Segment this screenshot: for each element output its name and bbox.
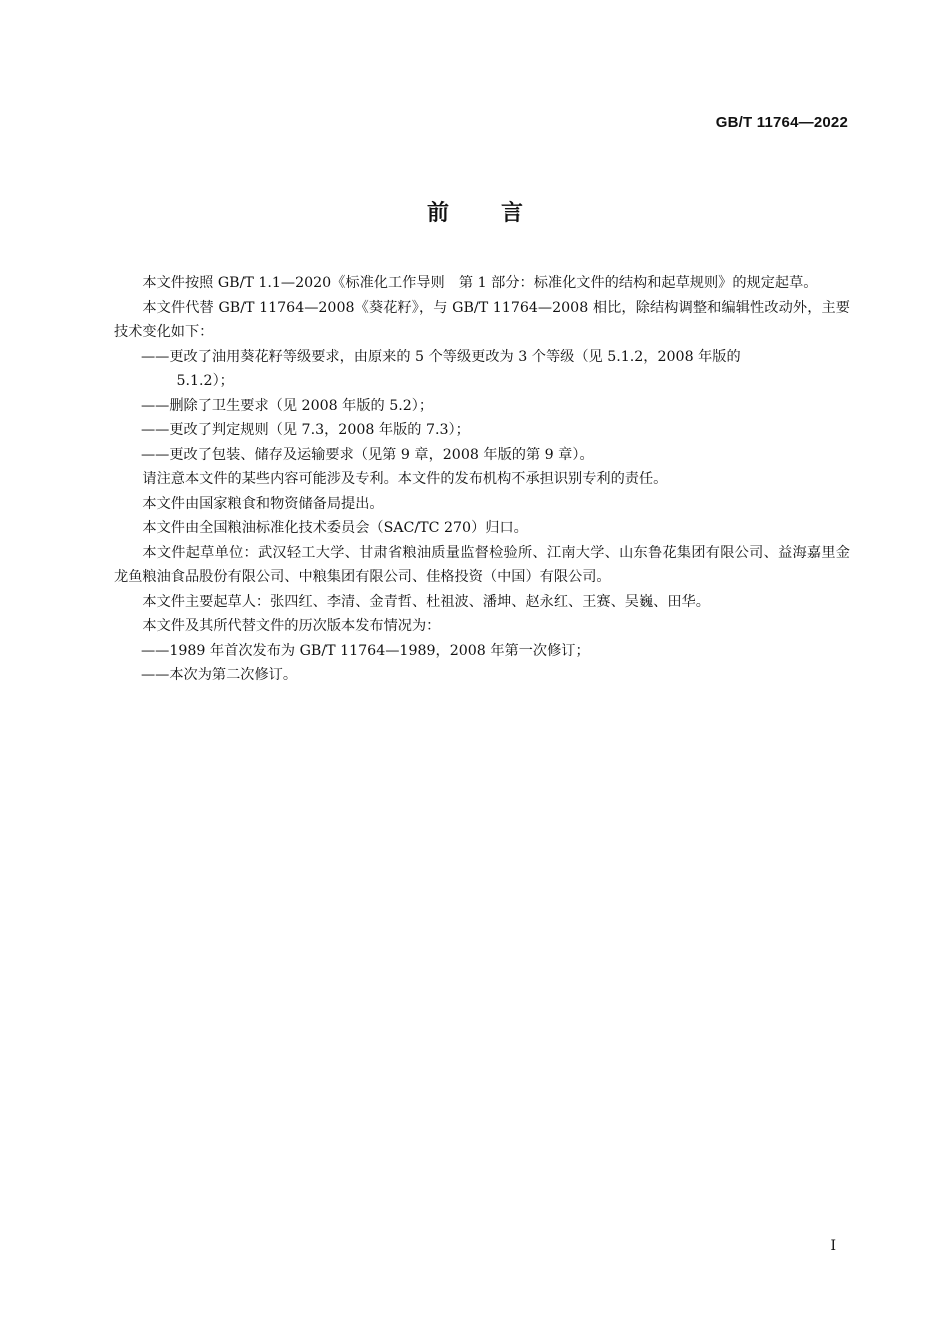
change-item-hygiene: ——删除了卫生要求（见 2008 年版的 5.2）；	[140, 397, 434, 414]
history-item-second: ——本次为第二次修订。	[140, 667, 298, 683]
change-item-grades-line1: ——更改了油用葵花籽等级要求，由原来的 5 个等级更改为 3 个等级（见 5.1.2，2008 年版的	[140, 348, 741, 365]
paragraph-patent-notice: 请注意本文件的某些内容可能涉及专利。本文件的发布机构不承担识别专利的责任。	[142, 471, 668, 487]
paragraph-replaces: 本文件代替 GB/T 11764—2008《葵花籽》，与 GB/T 11764—2008 相比，除结构调整和编辑性改动外，主要技术变化如下：	[114, 299, 850, 340]
page-number: I	[830, 1238, 836, 1254]
change-item-grades-line2: 5.1.2）；	[176, 373, 234, 389]
change-item-grades	[114, 345, 850, 370]
paragraph-proposed-by: 本文件由国家粮食和物资储备局提出。	[142, 495, 384, 512]
paragraph-centralized-by: 本文件由全国粮油标准化技术委员会（SAC/TC 270）归口。	[142, 520, 528, 536]
foreword-body	[114, 271, 850, 688]
title-char-1: 前	[426, 201, 449, 226]
history-item-first: ——1989 年首次发布为 GB/T 11764—1989，2008 年第一次修订；	[140, 642, 590, 659]
standard-code: GB/T 11764—2022	[715, 114, 848, 131]
title-char-2: 言	[501, 201, 524, 226]
paragraph-history-intro: 本文件及其所代替文件的历次版本发布情况为：	[142, 618, 441, 634]
change-item-rules: ——更改了判定规则（见 7.3，2008 年版的 7.3）；	[140, 422, 470, 438]
paragraph-drafting-units: 本文件起草单位：武汉轻工大学、甘肃省粮油质量监督检验所、江南大学、山东鲁花集团有限公司、益海嘉里金龙鱼粮油食品股份有限公司、中粮集团有限公司、佳格投资（中国）有限公司。	[114, 544, 850, 585]
page-title	[0, 196, 950, 227]
paragraph-drafting-rules: 本文件按照 GB/T 1.1—2020《标准化工作导则 第 1 部分：标准化文件的结构和起草规则》的规定起草。	[142, 275, 818, 291]
change-item-packaging: ——更改了包装、储存及运输要求（见第 9 章，2008 年版的第 9 章）。	[140, 446, 594, 463]
paragraph-drafters: 本文件主要起草人：张四红、李清、金青哲、杜祖波、潘坤、赵永红、王赛、吴巍、田华。	[142, 593, 710, 610]
